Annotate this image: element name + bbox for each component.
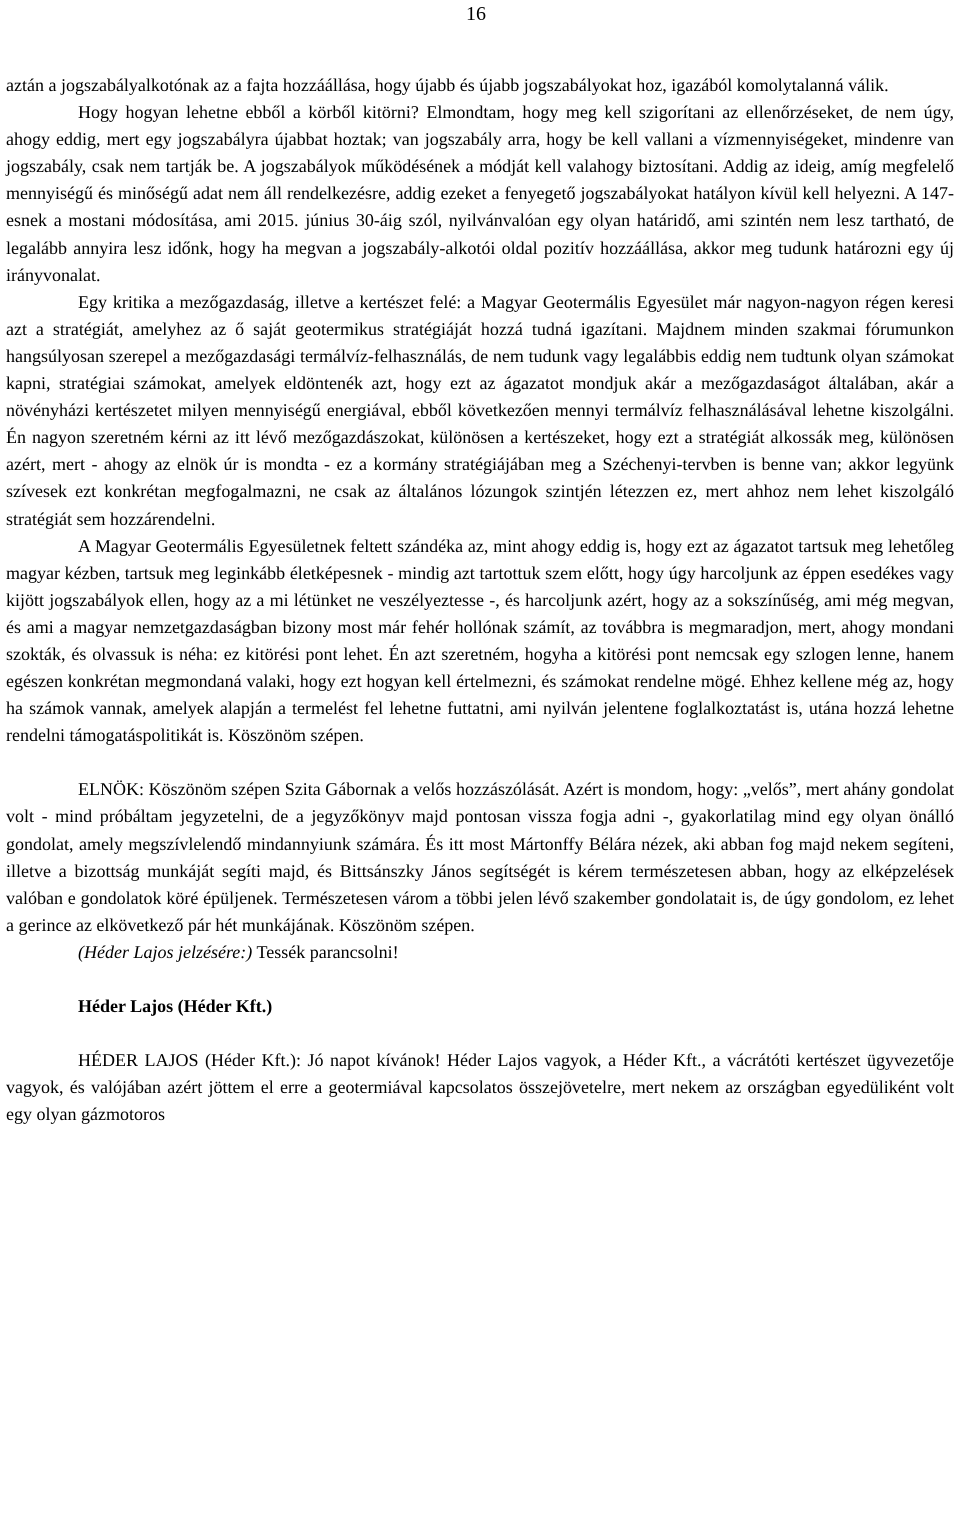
paragraph-speaker: HÉDER LAJOS (Héder Kft.): Jó napot kívánok! Héder Lajos vagyok, a Héder Kft., a vácrátóti kertészet ügyvezetője vagyok, és valójában azért jöttem el erre a geotermiával kapcsolatos összejövetelre, mert nekem az országban egyedüliként volt egy olyan gázmotoros [6, 1050, 954, 1125]
paragraph-criticism: Egy kritika a mezőgazdaság, illetve a kertészet felé: a Magyar Geotermális Egyesület már nagyon-nagyon régen keresi azt a stratégiát, amelyhez az ő saját geotermikus stratégiáját hozzá tudná igazítani. Majdnem minden szakmai fórumunkon hangsúlyosan szerepel a mezőgazdasági termálvíz-felhasználás, de nem tudunk vagy legalábbis eddig nem tudtunk olyan számokat kapni, stratégiai számokat, amelyek eldöntenék azt, hogy ezt az ágazatot mondjuk akár a mezőgazdaságot általában, akár a növényházi kertészetet milyen mennyiségű energiával, ebből következően mennyi termálvíz felhasználásával lehetne kiszolgálni. Én nagyon szeretném kérni az itt lévő mezőgazdászokat, különösen a kertészeket, hogy ezt a stratégiát alkossák meg, különösen azért, mert - ahogy az elnök úr is mondta - ez a kormány stratégiájában meg a Széchenyi-tervben is benne van; akkor legyünk szívesek ezt konkrétan megfogalmazni, ne csak az általános lózungok szintjén létezzen ez, mert ahhoz nem lehet kiszolgáló stratégiát sem hozzárendelni. [6, 291, 954, 529]
paragraph-gap [6, 1020, 954, 1047]
paragraph-association: A Magyar Geotermális Egyesületnek feltett szándéka az, mint ahogy eddig is, hogy ezt az ágazatot tartsuk meg lehetőleg magyar kézben, tartsuk meg leginkább életképesnek - mindig azt tartottuk szem előtt, hogy úgy harcoljunk az éppen esedékes vagy kijött jogszabályok ellen, hogy az a mi létünket ne veszélyeztesse -, és harcoljunk azért, hogy az a sokszínűség, ami még megvan, és ami a magyar nemzetgazdaságban bizony most már fehér hollónak számít, az továbbra is megmaradjon, mert, ahogy mondani szokták, és olvassuk is néha: ez kitörési pont lehet. Én azt szeretném, hogyha a kitörési pont nemcsak egy szlogen lenne, hanem egészen konkrétan megmondaná valaki, hogy ezt hogyan kell értelmezni, és számokat rendelne mögé. Ehhez kellene még az, hogy ha számok vannak, amelyek alapján a termelést fel lehetne futtatni, ami nyilván jelentene foglalkoztatást is, utána hozzá lehetne rendelni támogatáspolitikát is. Köszönöm szépen. [6, 535, 954, 746]
speaker-heading: Héder Lajos (Héder Kft.) [78, 996, 273, 1016]
paragraph-invitation [6, 939, 954, 966]
paragraph-chairman: ELNÖK: Köszönöm szépen Szita Gábornak a velős hozzászólását. Azért is mondom, hogy: „velős”, mert ahány gondolat volt - mind próbáltam jegyzetelni, de a jegyzőkönyv majd pontosan vissza fogja adni -, gyakorlatilag mind egy olyan önálló gondolat, amely megszívlelendő mindannyiunk számára. És itt most Mártonffy Bélára nézek, aki abban fog majd nekem segíteni, illetve a bizottság munkáját segíti majd, és Bittsánszky János segítségét is kérem természetesen abban, hogy az elképzelések valóban e gondolatok köré épüljenek. Természetesen várom a többi jelen lévő szakember gondolatait is, de úgy gondolom, ez lehet a gerince az elkövetkező pár hét munkájának. Köszönöm szépen. [6, 779, 954, 935]
invitation-text: Tessék parancsolni! [252, 941, 399, 962]
paragraph-gap [6, 966, 954, 993]
paragraph-legislation: Hogy hogyan lehetne ebből a körből kitörni? Elmondtam, hogy meg kell szigorítani az ellenőrzéseket, de nem úgy, ahogy eddig, mert egy jogszabályra újabbat hoztak; van jogszabály arra, hogy be kell vallani a vízmennyiségeket, mindenre van jogszabály, csak nem tartják be. A jogszabályok működésének a módját kell valahogy biztosítani. Addig az ideig, amíg megfelelő mennyiségű és minőségű adat nem áll rendelkezésre, addig ezeket a fenyegető jogszabályokat hatályon kívül kell helyezni. A 147-esnek a mostani módosítása, ami 2015. június 30-áig szól, nyilvánvalóan egy olyan határidő, ami szintén nem lesz tartható, de legalább annyira lesz időnk, hogy ha megvan a jogszabály-alkotói oldal pozitív hozzáállása, akkor meg tudunk határozni egy új irányvonalat. [6, 102, 954, 285]
paragraph-gap [6, 749, 954, 776]
document-body [6, 72, 954, 1128]
page-number: 16 [466, 3, 486, 25]
stage-direction: (Héder Lajos jelzésére:) [78, 941, 253, 962]
paragraph-continuation: aztán a jogszabályalkotónak az a fajta hozzáállása, hogy újabb és újabb jogszabályokat hoz, igazából komolytalanná válik. [6, 75, 889, 95]
